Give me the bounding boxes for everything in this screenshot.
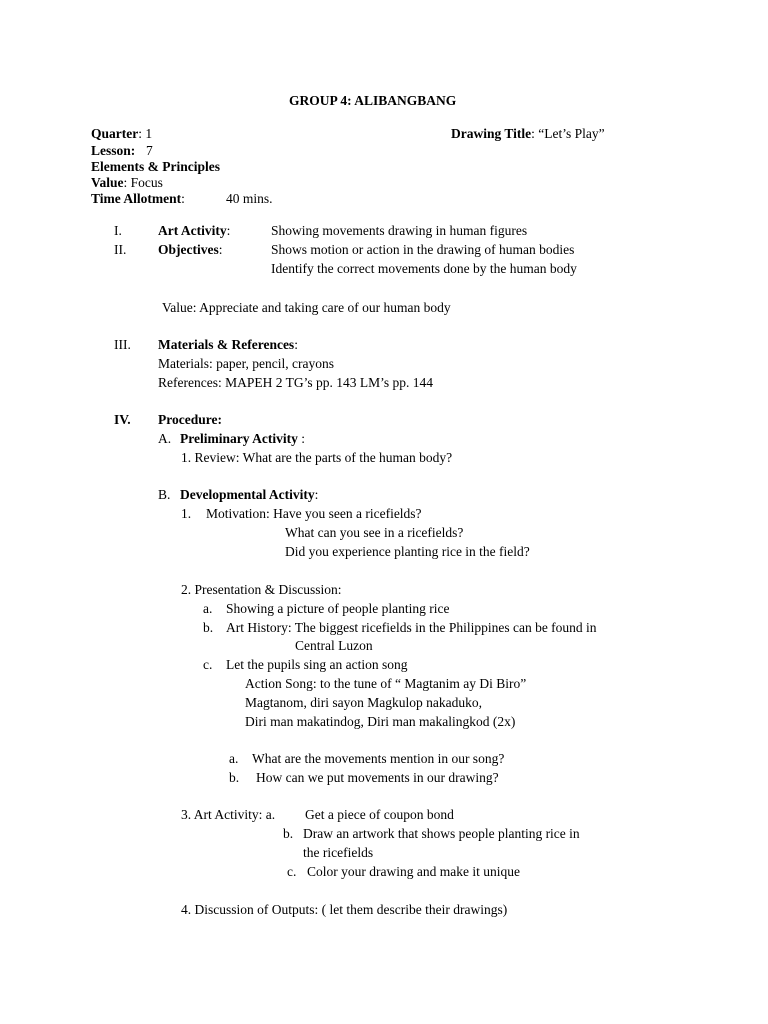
- section-2-number: II.: [114, 242, 127, 257]
- lesson-label: Lesson:: [91, 143, 136, 158]
- presentation-b-letter: b.: [203, 620, 214, 635]
- materials-references-label: Materials & References: [158, 337, 295, 352]
- developmental-activity-label: Developmental Activity: [180, 487, 315, 502]
- time-allotment-label: Time Allotment: [91, 191, 182, 206]
- song-line: Diri man makatindog, Diri man makalingkod (2x): [245, 714, 516, 729]
- value-value: : Focus: [123, 175, 163, 190]
- presentation-item: 2. Presentation & Discussion:: [181, 582, 342, 597]
- art-b-letter: b.: [283, 826, 294, 841]
- drawing-title-value: : “Let’s Play”: [531, 126, 605, 141]
- art-activity-colon: :: [226, 223, 231, 238]
- drawing-title-line: [451, 126, 605, 142]
- discussion-item: 4. Discussion of Outputs: ( let them describe their drawings): [181, 902, 508, 917]
- objective-line: Identify the correct movements done by the human body: [271, 261, 577, 276]
- section-3-heading: [158, 337, 298, 353]
- motivation-line: What can you see in a ricefields?: [285, 525, 464, 540]
- drawing-title-label: Drawing Title: [451, 126, 532, 141]
- materials-line: Materials: paper, pencil, crayons: [158, 356, 335, 371]
- review-item: 1. Review: What are the parts of the human body?: [181, 450, 453, 465]
- preliminary-activity-label: Preliminary Activity: [180, 431, 298, 446]
- time-allotment-value: 40 mins.: [226, 191, 273, 206]
- motivation-number: 1.: [181, 506, 192, 521]
- preliminary-activity-colon: :: [297, 431, 305, 446]
- art-activity-item: 3. Art Activity: a.: [181, 807, 276, 822]
- art-a-text: Get a piece of coupon bond: [305, 807, 454, 822]
- quarter-line: [91, 126, 152, 142]
- developmental-activity-colon: :: [314, 487, 319, 502]
- song-line: Magtanom, diri sayon Magkulop nakaduko,: [245, 695, 482, 710]
- question-a-text: What are the movements mention in our song?: [252, 751, 505, 766]
- section-1-number: I.: [114, 223, 122, 238]
- presentation-c-text: Let the pupils sing an action song: [226, 657, 408, 672]
- presentation-a-text: Showing a picture of people planting rice: [226, 601, 450, 616]
- presentation-c-letter: c.: [203, 657, 213, 672]
- song-line: Action Song: to the tune of “ Magtanim ay Di Biro”: [245, 676, 527, 691]
- value-objective: Value: Appreciate and taking care of our human body: [162, 300, 451, 315]
- elements-principles-label: Elements & Principles: [91, 159, 220, 174]
- presentation-b-text: Art History: The biggest ricefields in the Philippines can be found in: [226, 620, 597, 635]
- document-title: GROUP 4: ALIBANGBANG: [289, 93, 457, 108]
- art-c-letter: c.: [287, 864, 297, 879]
- quarter-value: : 1: [138, 126, 153, 141]
- motivation-line: Did you experience planting rice in the field?: [285, 544, 530, 559]
- art-activity-text: Showing movements drawing in human figures: [271, 223, 528, 238]
- value-label: Value: [91, 175, 124, 190]
- question-a-letter: a.: [229, 751, 239, 766]
- preliminary-activity-letter: A.: [158, 431, 172, 446]
- preliminary-activity-heading: [180, 431, 305, 447]
- section-4-number: IV.: [114, 412, 131, 427]
- value-line: [91, 175, 163, 191]
- section-2-heading: [158, 242, 223, 258]
- objectives-colon: :: [218, 242, 223, 257]
- developmental-activity-heading: [180, 487, 318, 503]
- presentation-b-continuation: Central Luzon: [295, 638, 373, 653]
- art-b-text: Draw an artwork that shows people planting rice in: [303, 826, 580, 841]
- time-allotment-colon: :: [181, 191, 185, 206]
- references-line: References: MAPEH 2 TG’s pp. 143 LM’s pp. 144: [158, 375, 433, 390]
- motivation-line: Motivation: Have you seen a ricefields?: [206, 506, 422, 521]
- section-1-heading: [158, 223, 230, 239]
- developmental-activity-letter: B.: [158, 487, 171, 502]
- art-activity-label: Art Activity: [158, 223, 227, 238]
- time-allotment-line: [91, 191, 185, 207]
- question-b-text: How can we put movements in our drawing?: [256, 770, 499, 785]
- question-b-letter: b.: [229, 770, 240, 785]
- procedure-label: Procedure:: [158, 412, 222, 427]
- objectives-label: Objectives: [158, 242, 219, 257]
- objective-line: Shows motion or action in the drawing of human bodies: [271, 242, 575, 257]
- quarter-label: Quarter: [91, 126, 139, 141]
- presentation-a-letter: a.: [203, 601, 213, 616]
- lesson-value: 7: [146, 143, 153, 158]
- art-c-text: Color your drawing and make it unique: [307, 864, 520, 879]
- section-3-number: III.: [114, 337, 131, 352]
- materials-references-colon: :: [294, 337, 298, 352]
- art-b-continuation: the ricefields: [303, 845, 374, 860]
